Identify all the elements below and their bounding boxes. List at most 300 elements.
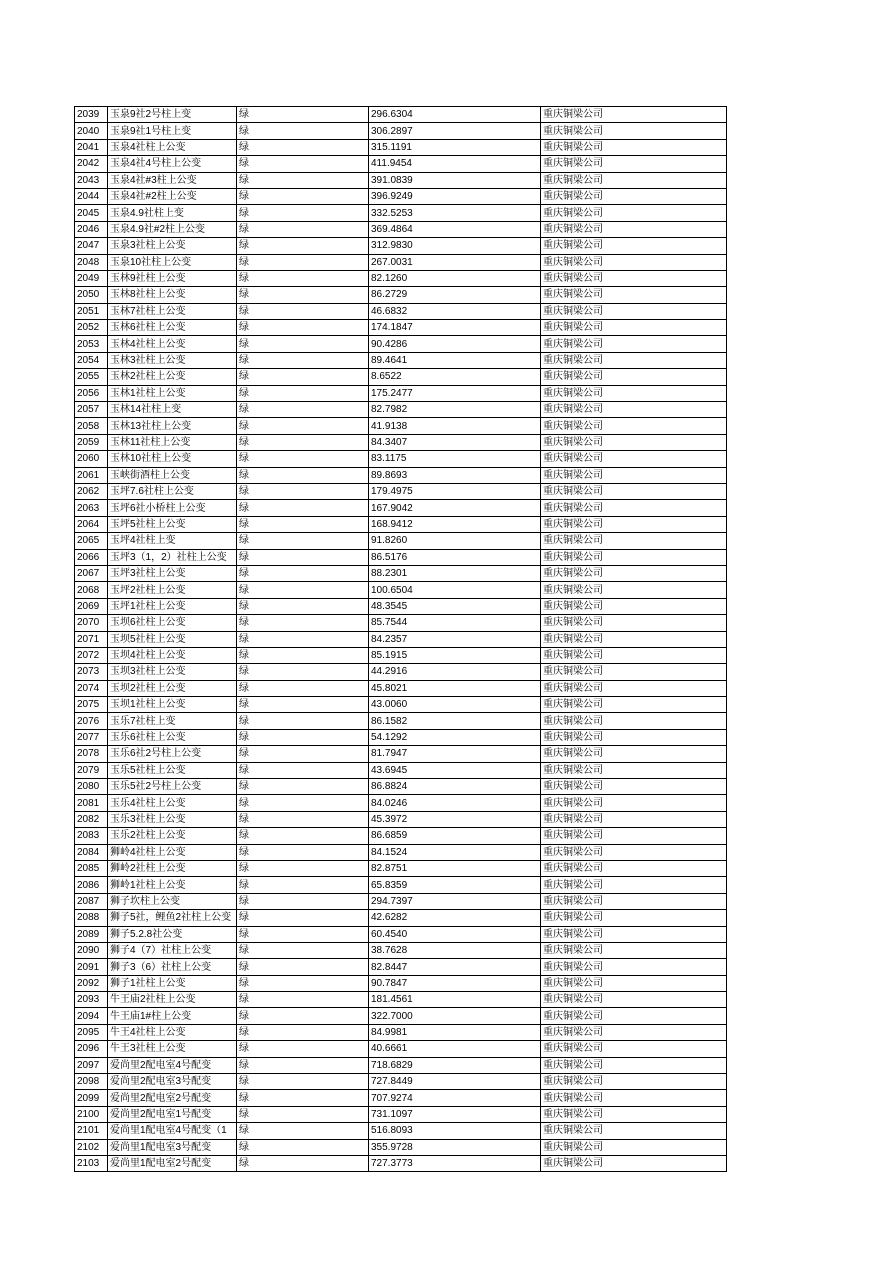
cell-color: 绿 bbox=[237, 975, 369, 991]
cell-station-name: 玉乐5社2号柱上公变 bbox=[108, 779, 237, 795]
cell-station-name: 狮岭1社柱上公变 bbox=[108, 877, 237, 893]
cell-value: 391.0839 bbox=[369, 172, 541, 188]
table-row bbox=[75, 549, 727, 565]
cell-company: 重庆铜梁公司 bbox=[541, 942, 727, 958]
cell-color: 绿 bbox=[237, 303, 369, 319]
cell-station-name: 狮子5.2.8社公变 bbox=[108, 926, 237, 942]
cell-station-name: 玉坝5社柱上公变 bbox=[108, 631, 237, 647]
table-row bbox=[75, 172, 727, 188]
cell-id: 2078 bbox=[75, 746, 108, 762]
cell-color: 绿 bbox=[237, 434, 369, 450]
cell-value: 42.6282 bbox=[369, 910, 541, 926]
cell-value: 84.1524 bbox=[369, 844, 541, 860]
table-row bbox=[75, 107, 727, 123]
cell-color: 绿 bbox=[237, 860, 369, 876]
cell-station-name: 玉林3社柱上公变 bbox=[108, 352, 237, 368]
table-row bbox=[75, 156, 727, 172]
cell-company: 重庆铜梁公司 bbox=[541, 1123, 727, 1139]
cell-id: 2042 bbox=[75, 156, 108, 172]
cell-id: 2095 bbox=[75, 1024, 108, 1040]
spreadsheet-region bbox=[74, 106, 726, 1172]
table-row bbox=[75, 336, 727, 352]
table-row bbox=[75, 893, 727, 909]
table-row bbox=[75, 221, 727, 237]
cell-value: 296.6304 bbox=[369, 107, 541, 123]
cell-station-name: 玉林9社柱上公变 bbox=[108, 270, 237, 286]
cell-station-name: 狮岭2社柱上公变 bbox=[108, 860, 237, 876]
cell-value: 100.6504 bbox=[369, 582, 541, 598]
table-row bbox=[75, 811, 727, 827]
cell-id: 2085 bbox=[75, 860, 108, 876]
table-row bbox=[75, 238, 727, 254]
table-row bbox=[75, 467, 727, 483]
cell-company: 重庆铜梁公司 bbox=[541, 615, 727, 631]
cell-company: 重庆铜梁公司 bbox=[541, 811, 727, 827]
cell-id: 2053 bbox=[75, 336, 108, 352]
cell-color: 绿 bbox=[237, 369, 369, 385]
cell-id: 2094 bbox=[75, 1008, 108, 1024]
cell-value: 85.1915 bbox=[369, 647, 541, 663]
cell-value: 718.6829 bbox=[369, 1057, 541, 1073]
table-row bbox=[75, 320, 727, 336]
cell-value: 82.1260 bbox=[369, 270, 541, 286]
cell-color: 绿 bbox=[237, 1074, 369, 1090]
cell-station-name: 玉乐2社柱上公变 bbox=[108, 828, 237, 844]
table-row bbox=[75, 483, 727, 499]
cell-station-name: 狮子5社，鲤鱼2社柱上公变 bbox=[108, 910, 237, 926]
table-row bbox=[75, 500, 727, 516]
cell-id: 2050 bbox=[75, 287, 108, 303]
cell-value: 60.4540 bbox=[369, 926, 541, 942]
cell-id: 2070 bbox=[75, 615, 108, 631]
cell-value: 41.9138 bbox=[369, 418, 541, 434]
cell-color: 绿 bbox=[237, 1041, 369, 1057]
cell-station-name: 玉乐3社柱上公变 bbox=[108, 811, 237, 827]
cell-value: 727.3773 bbox=[369, 1156, 541, 1172]
cell-id: 2074 bbox=[75, 680, 108, 696]
cell-id: 2099 bbox=[75, 1090, 108, 1106]
table-row bbox=[75, 795, 727, 811]
cell-value: 294.7397 bbox=[369, 893, 541, 909]
cell-value: 82.8447 bbox=[369, 959, 541, 975]
table-row bbox=[75, 254, 727, 270]
cell-color: 绿 bbox=[237, 483, 369, 499]
cell-color: 绿 bbox=[237, 352, 369, 368]
cell-color: 绿 bbox=[237, 123, 369, 139]
cell-station-name: 玉泉4.9社柱上变 bbox=[108, 205, 237, 221]
cell-station-name: 玉泉4社4号柱上公变 bbox=[108, 156, 237, 172]
table-body bbox=[75, 107, 727, 1172]
cell-id: 2089 bbox=[75, 926, 108, 942]
cell-id: 2061 bbox=[75, 467, 108, 483]
table-row bbox=[75, 1090, 727, 1106]
cell-station-name: 玉坝6社柱上公变 bbox=[108, 615, 237, 631]
cell-company: 重庆铜梁公司 bbox=[541, 516, 727, 532]
cell-station-name: 玉林2社柱上公变 bbox=[108, 369, 237, 385]
cell-color: 绿 bbox=[237, 631, 369, 647]
cell-value: 727.8449 bbox=[369, 1074, 541, 1090]
cell-color: 绿 bbox=[237, 615, 369, 631]
cell-id: 2072 bbox=[75, 647, 108, 663]
table-row bbox=[75, 697, 727, 713]
cell-station-name: 玉坪4社柱上变 bbox=[108, 533, 237, 549]
table-row bbox=[75, 369, 727, 385]
cell-company: 重庆铜梁公司 bbox=[541, 107, 727, 123]
cell-color: 绿 bbox=[237, 156, 369, 172]
cell-station-name: 玉林10社柱上公变 bbox=[108, 451, 237, 467]
cell-value: 332.5253 bbox=[369, 205, 541, 221]
table-row bbox=[75, 1074, 727, 1090]
cell-color: 绿 bbox=[237, 172, 369, 188]
cell-id: 2087 bbox=[75, 893, 108, 909]
cell-value: 84.9981 bbox=[369, 1024, 541, 1040]
cell-company: 重庆铜梁公司 bbox=[541, 188, 727, 204]
table-row bbox=[75, 418, 727, 434]
cell-station-name: 玉泉9社1号柱上变 bbox=[108, 123, 237, 139]
cell-station-name: 玉泉4社柱上公变 bbox=[108, 139, 237, 155]
cell-station-name: 玉泉10社柱上公变 bbox=[108, 254, 237, 270]
cell-company: 重庆铜梁公司 bbox=[541, 172, 727, 188]
cell-value: 86.5176 bbox=[369, 549, 541, 565]
cell-value: 45.8021 bbox=[369, 680, 541, 696]
cell-station-name: 爱尚里1配电室4号配变（1 bbox=[108, 1123, 237, 1139]
cell-color: 绿 bbox=[237, 1123, 369, 1139]
cell-color: 绿 bbox=[237, 500, 369, 516]
cell-id: 2045 bbox=[75, 205, 108, 221]
cell-company: 重庆铜梁公司 bbox=[541, 549, 727, 565]
table-row bbox=[75, 926, 727, 942]
cell-company: 重庆铜梁公司 bbox=[541, 860, 727, 876]
cell-id: 2047 bbox=[75, 238, 108, 254]
cell-id: 2039 bbox=[75, 107, 108, 123]
cell-color: 绿 bbox=[237, 582, 369, 598]
cell-value: 355.9728 bbox=[369, 1139, 541, 1155]
cell-value: 82.7982 bbox=[369, 402, 541, 418]
cell-value: 85.7544 bbox=[369, 615, 541, 631]
cell-company: 重庆铜梁公司 bbox=[541, 975, 727, 991]
cell-id: 2075 bbox=[75, 697, 108, 713]
cell-station-name: 玉坪2社柱上公变 bbox=[108, 582, 237, 598]
cell-station-name: 爱尚里1配电室2号配变 bbox=[108, 1156, 237, 1172]
cell-id: 2073 bbox=[75, 664, 108, 680]
cell-id: 2081 bbox=[75, 795, 108, 811]
cell-value: 81.7947 bbox=[369, 746, 541, 762]
cell-color: 绿 bbox=[237, 238, 369, 254]
cell-station-name: 玉坝1社柱上公变 bbox=[108, 697, 237, 713]
cell-company: 重庆铜梁公司 bbox=[541, 647, 727, 663]
cell-value: 86.2729 bbox=[369, 287, 541, 303]
cell-color: 绿 bbox=[237, 893, 369, 909]
cell-company: 重庆铜梁公司 bbox=[541, 1090, 727, 1106]
table-row bbox=[75, 1041, 727, 1057]
cell-color: 绿 bbox=[237, 811, 369, 827]
cell-color: 绿 bbox=[237, 729, 369, 745]
cell-value: 707.9274 bbox=[369, 1090, 541, 1106]
cell-color: 绿 bbox=[237, 828, 369, 844]
cell-value: 86.1582 bbox=[369, 713, 541, 729]
cell-id: 2093 bbox=[75, 992, 108, 1008]
cell-company: 重庆铜梁公司 bbox=[541, 779, 727, 795]
cell-color: 绿 bbox=[237, 877, 369, 893]
cell-id: 2043 bbox=[75, 172, 108, 188]
cell-value: 84.0246 bbox=[369, 795, 541, 811]
cell-color: 绿 bbox=[237, 598, 369, 614]
cell-value: 411.9454 bbox=[369, 156, 541, 172]
cell-company: 重庆铜梁公司 bbox=[541, 483, 727, 499]
cell-station-name: 玉林1社柱上公变 bbox=[108, 385, 237, 401]
cell-color: 绿 bbox=[237, 516, 369, 532]
cell-company: 重庆铜梁公司 bbox=[541, 369, 727, 385]
table-row bbox=[75, 664, 727, 680]
cell-color: 绿 bbox=[237, 320, 369, 336]
cell-station-name: 玉峡街酒柱上公变 bbox=[108, 467, 237, 483]
cell-company: 重庆铜梁公司 bbox=[541, 1024, 727, 1040]
cell-value: 46.6832 bbox=[369, 303, 541, 319]
table-row bbox=[75, 582, 727, 598]
table-row bbox=[75, 779, 727, 795]
cell-value: 82.8751 bbox=[369, 860, 541, 876]
cell-color: 绿 bbox=[237, 402, 369, 418]
cell-company: 重庆铜梁公司 bbox=[541, 500, 727, 516]
cell-company: 重庆铜梁公司 bbox=[541, 303, 727, 319]
cell-station-name: 玉乐7社柱上变 bbox=[108, 713, 237, 729]
cell-value: 40.6661 bbox=[369, 1041, 541, 1057]
cell-id: 2062 bbox=[75, 483, 108, 499]
cell-station-name: 爱尚里2配电室1号配变 bbox=[108, 1106, 237, 1122]
cell-color: 绿 bbox=[237, 270, 369, 286]
cell-id: 2086 bbox=[75, 877, 108, 893]
cell-company: 重庆铜梁公司 bbox=[541, 795, 727, 811]
cell-company: 重庆铜梁公司 bbox=[541, 582, 727, 598]
cell-station-name: 玉林7社柱上公变 bbox=[108, 303, 237, 319]
cell-id: 2071 bbox=[75, 631, 108, 647]
table-row bbox=[75, 1057, 727, 1073]
cell-value: 84.3407 bbox=[369, 434, 541, 450]
cell-station-name: 牛王4社柱上公变 bbox=[108, 1024, 237, 1040]
table-row bbox=[75, 746, 727, 762]
table-row bbox=[75, 647, 727, 663]
cell-color: 绿 bbox=[237, 1057, 369, 1073]
cell-color: 绿 bbox=[237, 418, 369, 434]
table-row bbox=[75, 402, 727, 418]
cell-company: 重庆铜梁公司 bbox=[541, 926, 727, 942]
cell-station-name: 玉林6社柱上公变 bbox=[108, 320, 237, 336]
cell-station-name: 爱尚里2配电室4号配变 bbox=[108, 1057, 237, 1073]
cell-station-name: 玉坪3社柱上公变 bbox=[108, 565, 237, 581]
cell-company: 重庆铜梁公司 bbox=[541, 697, 727, 713]
cell-value: 43.0060 bbox=[369, 697, 541, 713]
cell-station-name: 玉乐4社柱上公变 bbox=[108, 795, 237, 811]
cell-id: 2048 bbox=[75, 254, 108, 270]
cell-company: 重庆铜梁公司 bbox=[541, 713, 727, 729]
cell-station-name: 玉乐6社柱上公变 bbox=[108, 729, 237, 745]
table-row bbox=[75, 860, 727, 876]
cell-company: 重庆铜梁公司 bbox=[541, 1041, 727, 1057]
cell-station-name: 玉坪1社柱上公变 bbox=[108, 598, 237, 614]
table-row bbox=[75, 565, 727, 581]
cell-value: 65.8359 bbox=[369, 877, 541, 893]
table-row bbox=[75, 598, 727, 614]
cell-id: 2041 bbox=[75, 139, 108, 155]
cell-color: 绿 bbox=[237, 1139, 369, 1155]
cell-id: 2098 bbox=[75, 1074, 108, 1090]
cell-id: 2065 bbox=[75, 533, 108, 549]
cell-color: 绿 bbox=[237, 287, 369, 303]
cell-company: 重庆铜梁公司 bbox=[541, 467, 727, 483]
cell-value: 175.2477 bbox=[369, 385, 541, 401]
cell-color: 绿 bbox=[237, 1024, 369, 1040]
cell-id: 2057 bbox=[75, 402, 108, 418]
cell-color: 绿 bbox=[237, 779, 369, 795]
table-row bbox=[75, 139, 727, 155]
cell-value: 88.2301 bbox=[369, 565, 541, 581]
cell-company: 重庆铜梁公司 bbox=[541, 992, 727, 1008]
table-row bbox=[75, 1123, 727, 1139]
cell-value: 89.8693 bbox=[369, 467, 541, 483]
cell-value: 168.9412 bbox=[369, 516, 541, 532]
cell-value: 322.7000 bbox=[369, 1008, 541, 1024]
cell-company: 重庆铜梁公司 bbox=[541, 877, 727, 893]
table-row bbox=[75, 270, 727, 286]
table-row bbox=[75, 713, 727, 729]
cell-station-name: 玉泉4.9社#2柱上公变 bbox=[108, 221, 237, 237]
cell-color: 绿 bbox=[237, 107, 369, 123]
cell-color: 绿 bbox=[237, 254, 369, 270]
cell-id: 2063 bbox=[75, 500, 108, 516]
cell-id: 2079 bbox=[75, 762, 108, 778]
cell-id: 2059 bbox=[75, 434, 108, 450]
cell-company: 重庆铜梁公司 bbox=[541, 844, 727, 860]
cell-id: 2055 bbox=[75, 369, 108, 385]
cell-station-name: 狮子3（6）社柱上公变 bbox=[108, 959, 237, 975]
cell-id: 2088 bbox=[75, 910, 108, 926]
cell-company: 重庆铜梁公司 bbox=[541, 156, 727, 172]
cell-color: 绿 bbox=[237, 844, 369, 860]
cell-color: 绿 bbox=[237, 762, 369, 778]
cell-value: 44.2916 bbox=[369, 664, 541, 680]
table-row bbox=[75, 959, 727, 975]
cell-id: 2090 bbox=[75, 942, 108, 958]
table-row bbox=[75, 877, 727, 893]
cell-company: 重庆铜梁公司 bbox=[541, 270, 727, 286]
cell-station-name: 牛王3社柱上公变 bbox=[108, 1041, 237, 1057]
cell-id: 2040 bbox=[75, 123, 108, 139]
table-row bbox=[75, 1024, 727, 1040]
cell-id: 2046 bbox=[75, 221, 108, 237]
cell-value: 83.1175 bbox=[369, 451, 541, 467]
cell-station-name: 玉坪6社小桥柱上公变 bbox=[108, 500, 237, 516]
cell-station-name: 牛王庙1#柱上公变 bbox=[108, 1008, 237, 1024]
cell-company: 重庆铜梁公司 bbox=[541, 746, 727, 762]
cell-color: 绿 bbox=[237, 1090, 369, 1106]
cell-company: 重庆铜梁公司 bbox=[541, 139, 727, 155]
cell-value: 315.1191 bbox=[369, 139, 541, 155]
cell-station-name: 玉乐5社柱上公变 bbox=[108, 762, 237, 778]
cell-id: 2052 bbox=[75, 320, 108, 336]
cell-id: 2076 bbox=[75, 713, 108, 729]
cell-company: 重庆铜梁公司 bbox=[541, 1057, 727, 1073]
cell-company: 重庆铜梁公司 bbox=[541, 598, 727, 614]
cell-company: 重庆铜梁公司 bbox=[541, 221, 727, 237]
cell-company: 重庆铜梁公司 bbox=[541, 893, 727, 909]
cell-id: 2097 bbox=[75, 1057, 108, 1073]
cell-color: 绿 bbox=[237, 139, 369, 155]
cell-station-name: 爱尚里1配电室3号配变 bbox=[108, 1139, 237, 1155]
cell-station-name: 爱尚里2配电室3号配变 bbox=[108, 1074, 237, 1090]
table-row bbox=[75, 1139, 727, 1155]
cell-station-name: 玉坝2社柱上公变 bbox=[108, 680, 237, 696]
cell-station-name: 玉坪5社柱上公变 bbox=[108, 516, 237, 532]
table-row bbox=[75, 451, 727, 467]
cell-value: 86.6859 bbox=[369, 828, 541, 844]
cell-color: 绿 bbox=[237, 664, 369, 680]
cell-id: 2044 bbox=[75, 188, 108, 204]
cell-id: 2083 bbox=[75, 828, 108, 844]
cell-value: 8.6522 bbox=[369, 369, 541, 385]
cell-color: 绿 bbox=[237, 680, 369, 696]
table-row bbox=[75, 303, 727, 319]
cell-value: 89.4641 bbox=[369, 352, 541, 368]
cell-value: 174.1847 bbox=[369, 320, 541, 336]
cell-company: 重庆铜梁公司 bbox=[541, 418, 727, 434]
table-row bbox=[75, 123, 727, 139]
cell-color: 绿 bbox=[237, 1156, 369, 1172]
cell-value: 516.8093 bbox=[369, 1123, 541, 1139]
table-row bbox=[75, 615, 727, 631]
cell-id: 2102 bbox=[75, 1139, 108, 1155]
cell-company: 重庆铜梁公司 bbox=[541, 729, 727, 745]
cell-value: 91.8260 bbox=[369, 533, 541, 549]
cell-company: 重庆铜梁公司 bbox=[541, 254, 727, 270]
cell-station-name: 玉坪3（1，2）社柱上公变 bbox=[108, 549, 237, 565]
cell-station-name: 玉乐6社2号柱上公变 bbox=[108, 746, 237, 762]
cell-id: 2060 bbox=[75, 451, 108, 467]
cell-value: 43.6945 bbox=[369, 762, 541, 778]
cell-id: 2064 bbox=[75, 516, 108, 532]
cell-company: 重庆铜梁公司 bbox=[541, 238, 727, 254]
table-row bbox=[75, 762, 727, 778]
cell-color: 绿 bbox=[237, 451, 369, 467]
cell-color: 绿 bbox=[237, 942, 369, 958]
cell-company: 重庆铜梁公司 bbox=[541, 434, 727, 450]
cell-color: 绿 bbox=[237, 1008, 369, 1024]
cell-value: 86.8824 bbox=[369, 779, 541, 795]
cell-value: 54.1292 bbox=[369, 729, 541, 745]
cell-station-name: 狮岭4社柱上公变 bbox=[108, 844, 237, 860]
cell-company: 重庆铜梁公司 bbox=[541, 1106, 727, 1122]
table-row bbox=[75, 385, 727, 401]
cell-value: 396.9249 bbox=[369, 188, 541, 204]
cell-color: 绿 bbox=[237, 746, 369, 762]
cell-station-name: 狮子4（7）社柱上公变 bbox=[108, 942, 237, 958]
cell-color: 绿 bbox=[237, 992, 369, 1008]
cell-id: 2096 bbox=[75, 1041, 108, 1057]
cell-company: 重庆铜梁公司 bbox=[541, 910, 727, 926]
cell-company: 重庆铜梁公司 bbox=[541, 631, 727, 647]
cell-color: 绿 bbox=[237, 959, 369, 975]
table-row bbox=[75, 1106, 727, 1122]
table-row bbox=[75, 729, 727, 745]
table-row bbox=[75, 516, 727, 532]
table-row bbox=[75, 188, 727, 204]
table-row bbox=[75, 434, 727, 450]
cell-company: 重庆铜梁公司 bbox=[541, 352, 727, 368]
cell-value: 731.1097 bbox=[369, 1106, 541, 1122]
cell-station-name: 玉坪7.6社柱上公变 bbox=[108, 483, 237, 499]
cell-color: 绿 bbox=[237, 336, 369, 352]
cell-id: 2092 bbox=[75, 975, 108, 991]
cell-company: 重庆铜梁公司 bbox=[541, 385, 727, 401]
